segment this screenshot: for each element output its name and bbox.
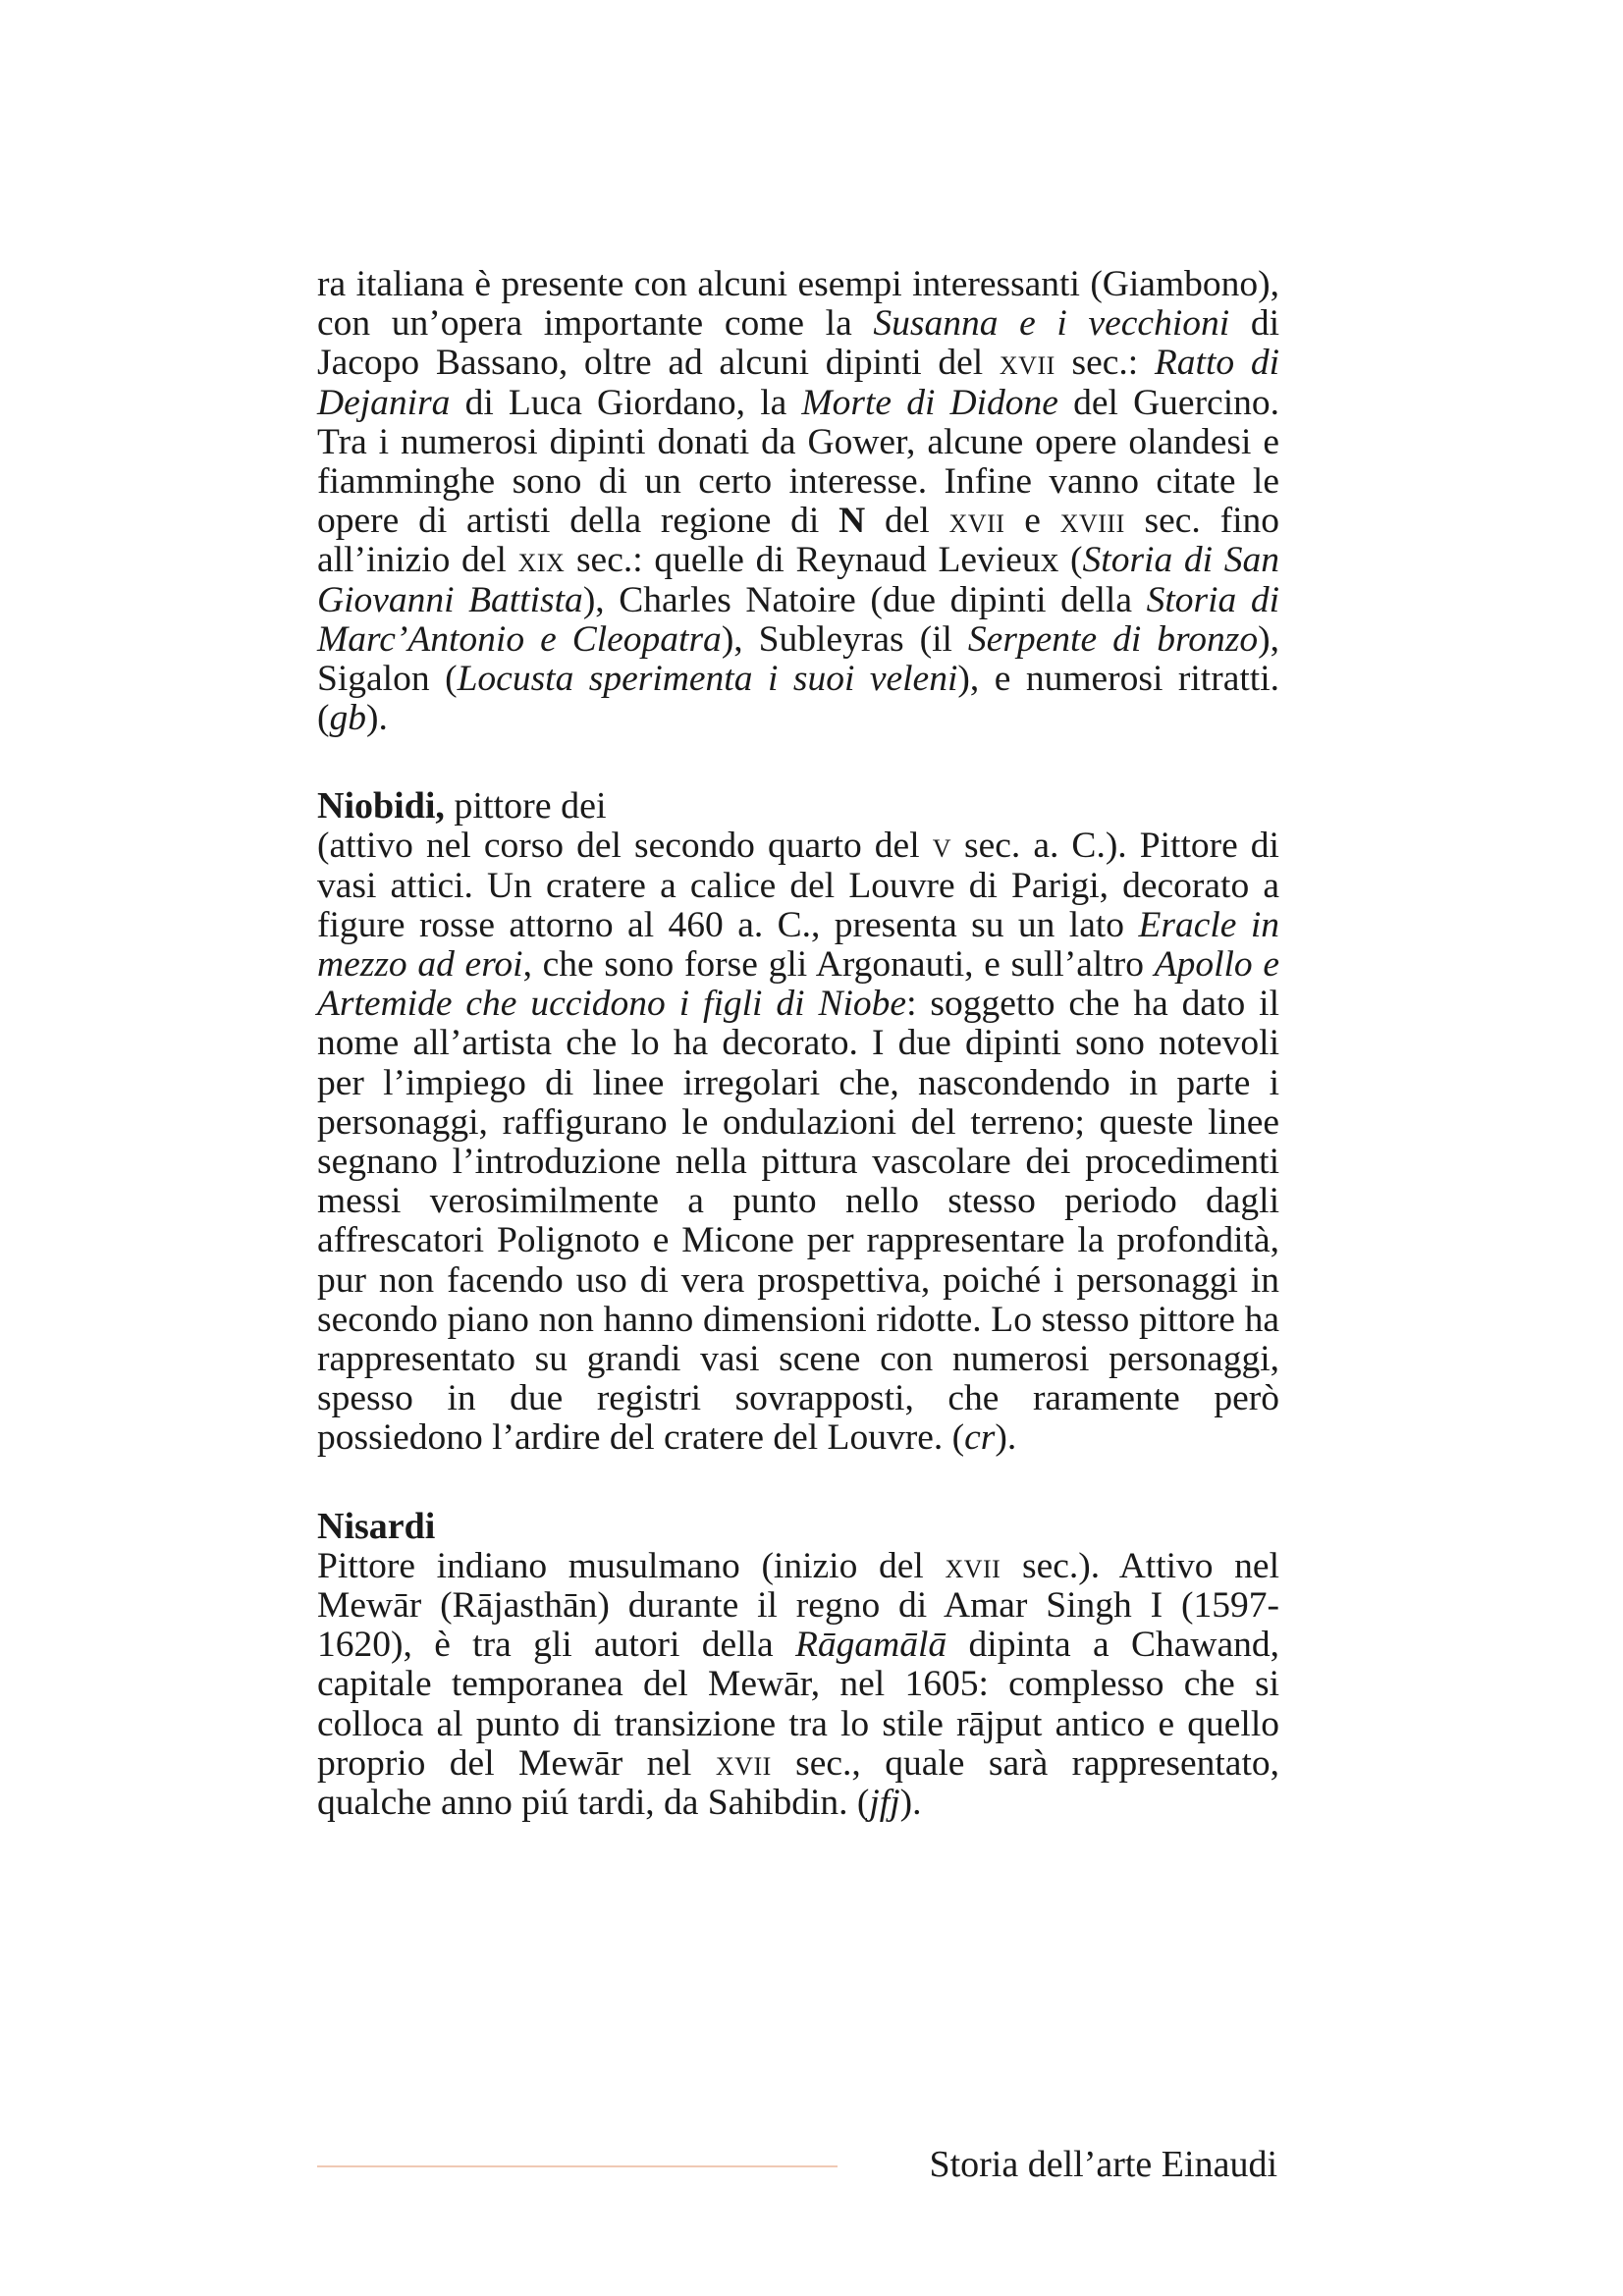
text-run: ra italiana è presente con alcuni esempi interessanti (Giambono), con un’opera importante come la [317,264,1279,345]
entry-body [317,1547,1279,1823]
artwork-title: Ratto di Dejanira [317,343,1279,423]
text-run: sec.). Attivo nel Mewār (Rājasthān) durante il regno di Amar Singh I (1597-1620), è tra gli autori della [317,1545,1279,1666]
century-numeral: xvii [715,1742,772,1784]
century-numeral: xvii [948,501,1005,542]
author-initials: gb [329,698,366,739]
intro-paragraph [317,265,1279,738]
text-run: ), e numerosi ritratti. ( [317,659,1279,739]
entry-name: Nisardi [317,1505,436,1547]
text-run: e [1004,501,1060,542]
page-body [317,265,1279,1823]
artwork-title: Susanna e i vecchioni [873,303,1230,345]
century-numeral: xvii [999,343,1055,384]
text-run: dipinta a Chawand, capitale temporanea del Mewār, nel 1605: complesso che si colloca al punto di transizione tra lo stile rājput antico e quello proprio del Mewār nel [317,1625,1279,1784]
artwork-title: Eracle in mezzo ad eroi [317,904,1279,986]
artwork-title: Storia di Marc’Antonio e Cleopatra [317,579,1279,660]
century-numeral: xviii [1059,501,1125,542]
century-numeral: v [932,826,951,867]
entry-body [317,827,1279,1458]
text-run: ). [366,698,388,739]
entry-niobidi [317,785,1279,1458]
author-initials: jfj [869,1782,900,1823]
text-run: sec.: [1055,343,1155,384]
text-run: , che sono forse gli Argonauti, e sull’altro [522,944,1155,986]
region-abbrev: N [839,501,866,542]
entry-heading [317,785,1279,827]
text-run: di Luca Giordano, la [450,382,802,423]
artwork-title: Rāgamālā [795,1625,947,1666]
text-run: Pittore indiano musulmano (inizio del [317,1545,946,1586]
author-initials: cr [964,1417,996,1459]
text-run: : soggetto che ha dato il nome all’artista che lo ha decorato. I due dipinti sono notevoli per l’impiego di linee irregolari che, nascondendo in parte i personaggi, raffigurano le ondulazioni del terreno; queste linee segnano l’introduzione nella pittura vascolare dei procedimenti messi verosimilmente a punto nello stesso periodo dagli affrescatori Polignoto e Micone per rappresentare la profondità, pur non facendo uso di vera prospettiva, poiché i personaggi in secondo piano non hanno dimensioni ridotte. Lo stesso pittore ha rappresentato su grandi vasi scene con numerosi personaggi, spesso in due registri sovrapposti, che raramente però possiedono l’ardire del cratere del Louvre. ( [317,984,1280,1459]
text-run: (attivo nel corso del secondo quarto del [317,826,933,867]
text-run: del Guercino. Tra i numerosi dipinti donati da Gower, alcune opere olandesi e fiamminghe sono di un certo interesse. Infine vanno citate le opere di artisti della regione di [317,382,1279,542]
artwork-title: Locusta sperimenta i suoi veleni [457,659,958,700]
text-run: ), Subleyras (il [721,618,968,660]
entry-name: Niobidi, [317,785,445,828]
artwork-title: Storia di San Giovanni Battista [317,540,1280,620]
artwork-title: Apollo e Artemide che uccidono i figli di Niobe [317,944,1279,1025]
footer-title: Storia dell’arte Einaudi [929,2144,1277,2185]
text-run: sec., quale sarà rappresentato, qualche anno piú tardi, da Sahibdin. ( [317,1742,1279,1823]
text-run: sec. a. C.). Pittore di vasi attici. Un cratere a calice del Louvre di Parigi, decorato a figure rosse attorno al 460 a. C., presenta su un lato [317,826,1279,945]
artwork-title: Morte di Didone [801,382,1058,423]
text-run: ). [899,1782,922,1823]
entry-nisardi [317,1506,1279,1823]
artwork-title: Serpente di bronzo [967,618,1259,660]
text-run: ), Sigalon ( [317,618,1279,700]
century-numeral: xvii [945,1545,1001,1586]
footer-rule [317,2165,838,2167]
text-run: di Jacopo Bassano, oltre ad alcuni dipinti del [317,303,1279,384]
text-run: ). [995,1417,1017,1459]
entry-heading [317,1506,1279,1547]
entry-subtitle: pittore dei [444,785,607,828]
text-run: sec. fino all’inizio del [317,501,1279,581]
text-run: sec.: quelle di Reynaud Levieux ( [565,540,1083,581]
text-run: ), Charles Natoire (due dipinti della [582,579,1147,620]
century-numeral: xix [517,540,566,581]
text-run: del [865,501,949,542]
